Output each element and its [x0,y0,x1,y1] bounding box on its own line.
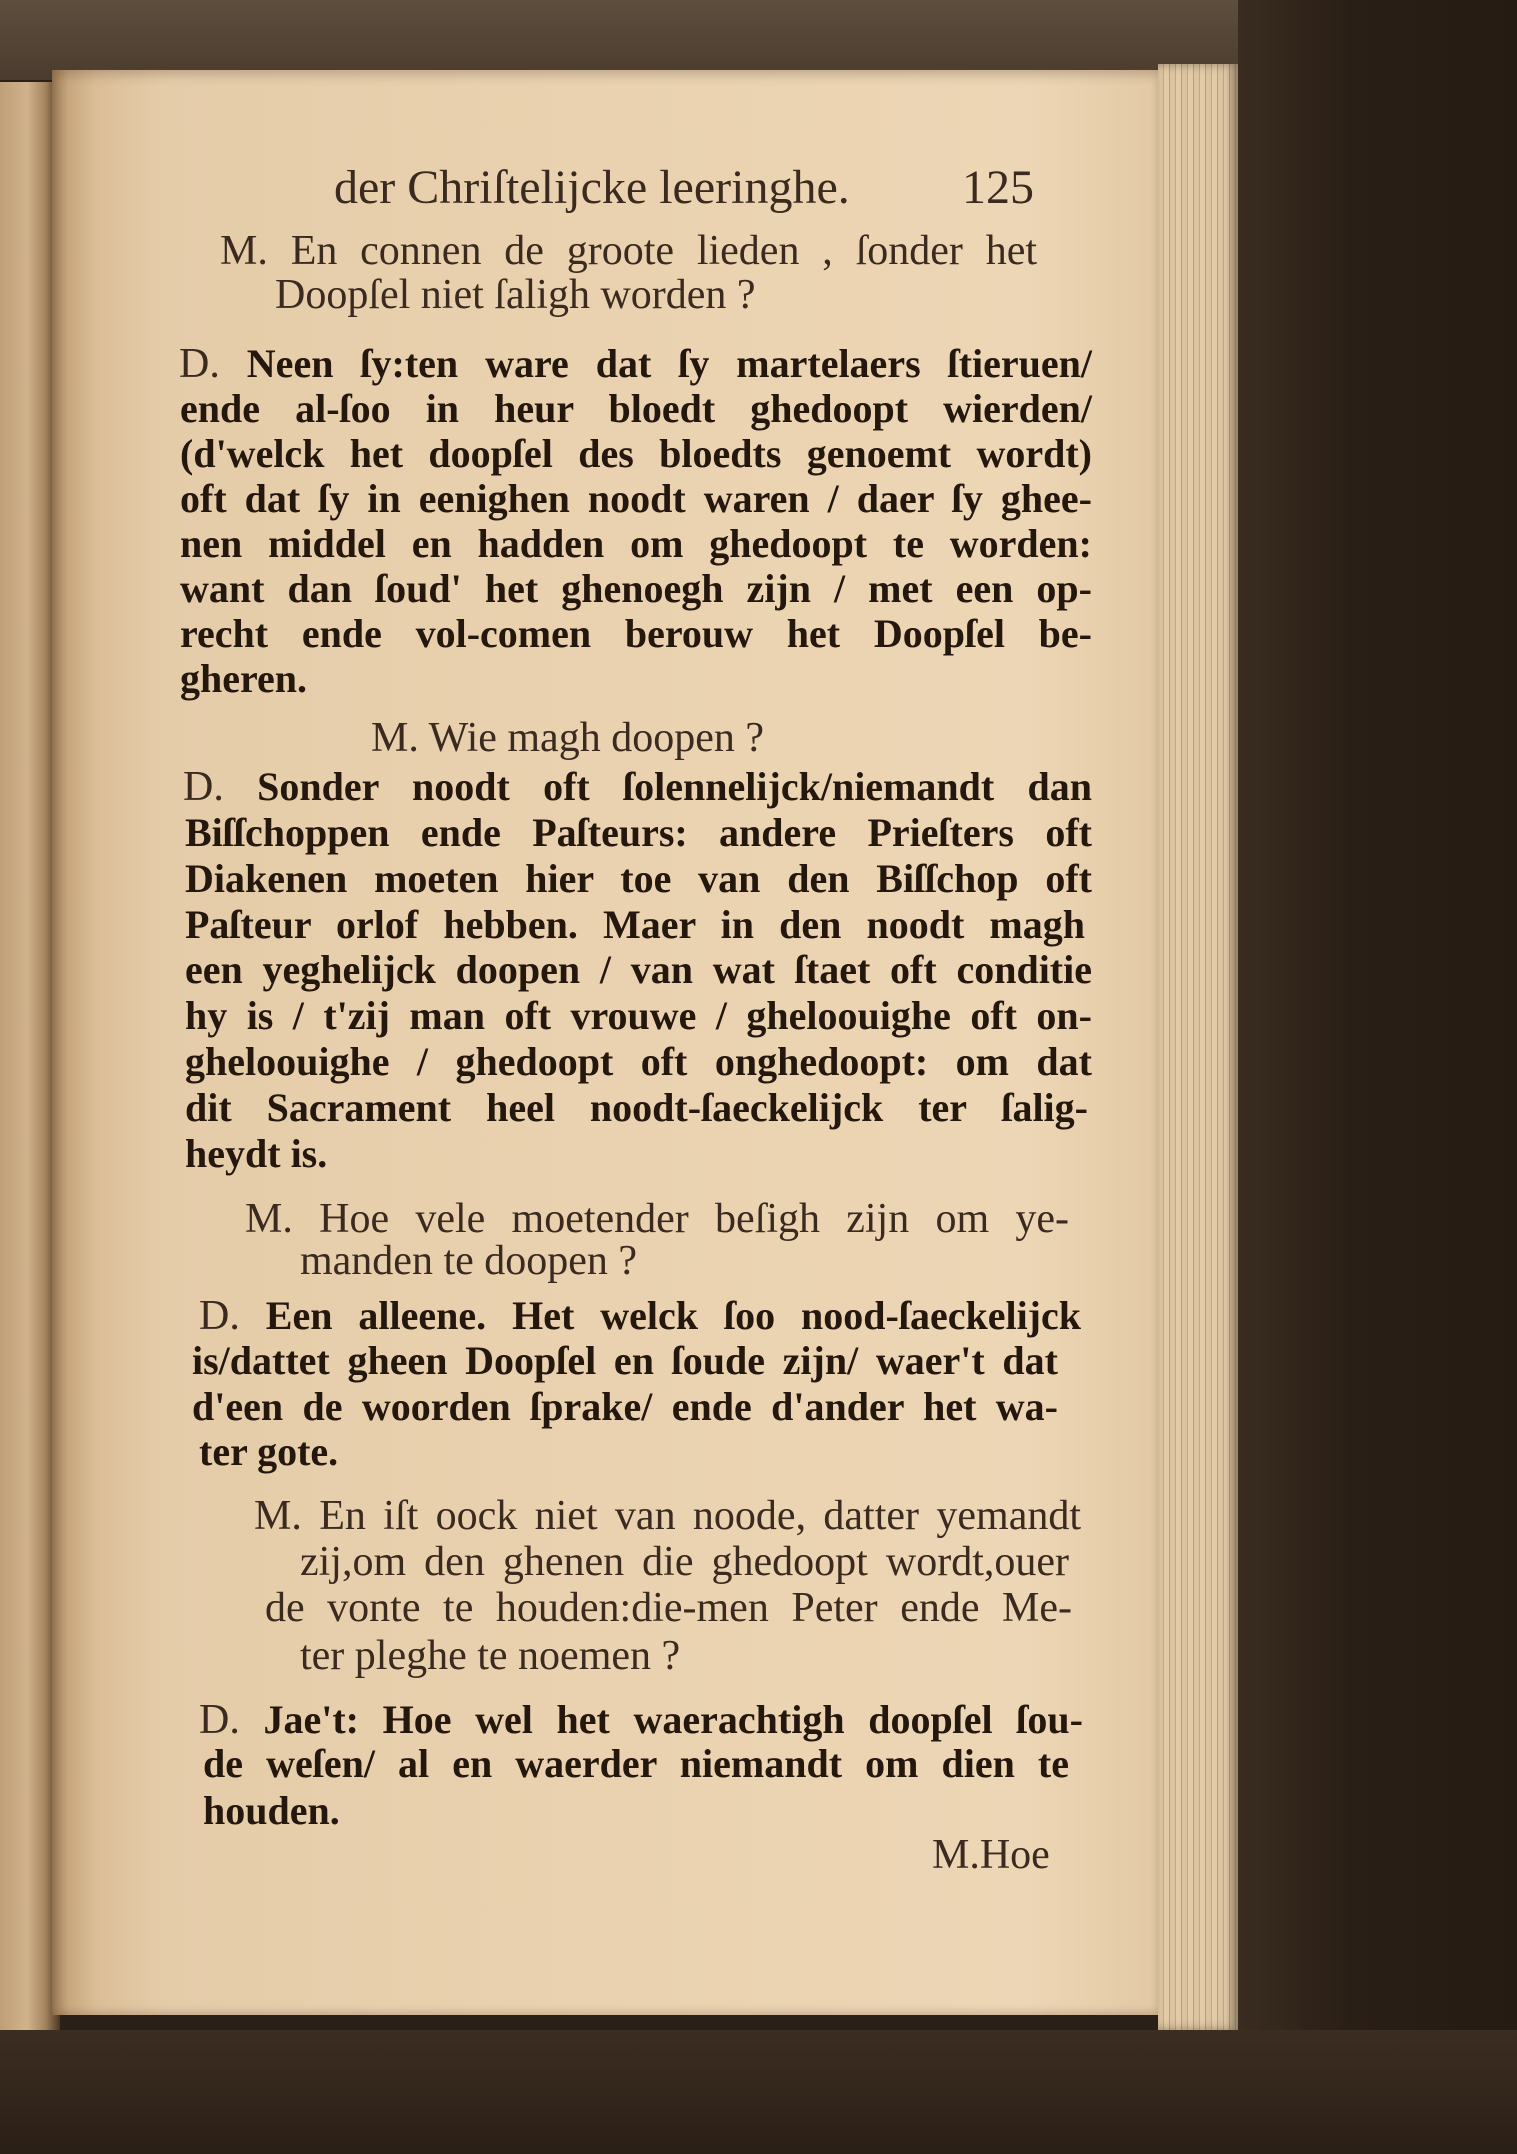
text-line: houden. [203,1788,340,1833]
text-line: Doopſel niet ſaligh worden ? [275,272,756,318]
page-number: 125 [962,161,1034,214]
page-edges [1158,64,1238,2030]
speaker-label: M. [220,228,268,274]
catchword: M.Hoe [932,1832,1050,1878]
text-line: de weſen/ al en waerder niemandt om dien te [203,1741,1069,1786]
line-text: Hoe vele moetender beſigh zijn om ye- [319,1196,1069,1242]
line-text: En connen de groote lieden , ſonder het [290,228,1038,274]
line-text: Sonder noodt oft ſolennelijck/niemandt dan [257,764,1092,809]
text-line: manden te doopen ? [300,1238,638,1284]
text-line: dit Sacrament heel noodt-ſaeckelijck ter ſalig- [185,1085,1088,1130]
speaker-label: D. [199,1697,240,1743]
text-line: Diakenen moeten hier toe van den Biſſchop oft [185,856,1092,901]
speaker-label: M. [245,1196,293,1242]
text-line [179,339,1092,389]
text-line: gheloouighe / ghedoopt oft onghedoopt: om dat [185,1039,1092,1084]
background-bottom [0,2030,1517,2154]
text-line [220,226,1037,276]
speaker-label: M. [371,715,419,761]
text-line: oft dat ſy in eenighen noodt waren / daer ſy ghee- [180,476,1092,521]
speaker-label: D. [199,1293,240,1339]
text-line: gheren. [180,656,308,701]
line-text: Neen ſy:ten ware dat ſy martelaers ſtieruen/ [246,341,1092,386]
line-text: En iſt oock niet van noode, datter yemandt [319,1493,1082,1539]
text-line: d'een de woorden ſprake/ ende d'ander het wa- [192,1384,1058,1429]
text-line: recht ende vol-comen berouw het Doopſel be- [180,611,1092,656]
text-line: nen middel en hadden om ghedoopt te worden: [180,521,1092,566]
text-line: ter gote. [199,1429,339,1474]
speaker-label: M. [254,1493,302,1539]
text-line: Paſteur orlof hebben. Maer in den noodt magh [185,902,1085,947]
text-line: ter pleghe te noemen ? [300,1633,681,1679]
text-line: de vonte te houden:die-men Peter ende Me- [265,1585,1072,1631]
text-line: want dan ſoud' het ghenoegh zijn / met een op- [180,566,1092,611]
speaker-label: D. [179,341,220,387]
text-line: Biſſchoppen ende Paſteurs: andere Prieſters oft [185,810,1092,855]
text-line [199,1695,1083,1745]
text-line [371,713,764,763]
text-line: is/dattet gheen Doopſel en ſoude zijn/ waer't dat [192,1338,1058,1383]
text-line: hy is / t'zij man oft vrouwe / gheloouighe oft on- [185,993,1092,1038]
text-line [254,1491,1081,1541]
text-line: zij,om den ghenen die ghedoopt wordt,ouer [300,1539,1069,1585]
text-line: (d'welck het doopſel des bloedts genoemt wordt) [180,431,1092,476]
text-line: heydt is. [185,1131,328,1176]
line-text: Een alleene. Het welck ſoo nood-ſaeckelijck [265,1293,1081,1338]
background-right [1238,0,1517,2154]
line-text: Wie magh doopen ? [428,715,764,761]
line-text: Jae't: Hoe wel het waerachtigh doopſel ſou- [263,1697,1083,1742]
text-line: ende al-ſoo in heur bloedt ghedoopt wierden/ [180,386,1092,431]
speaker-label: D. [183,764,224,810]
text-line [199,1291,1081,1341]
text-line: een yeghelijck doopen / van wat ſtaet oft conditie [185,947,1092,992]
facing-page-edge [0,82,60,2030]
running-head: der Chriſtelijcke leeringhe. [334,161,850,214]
text-line [183,762,1092,812]
